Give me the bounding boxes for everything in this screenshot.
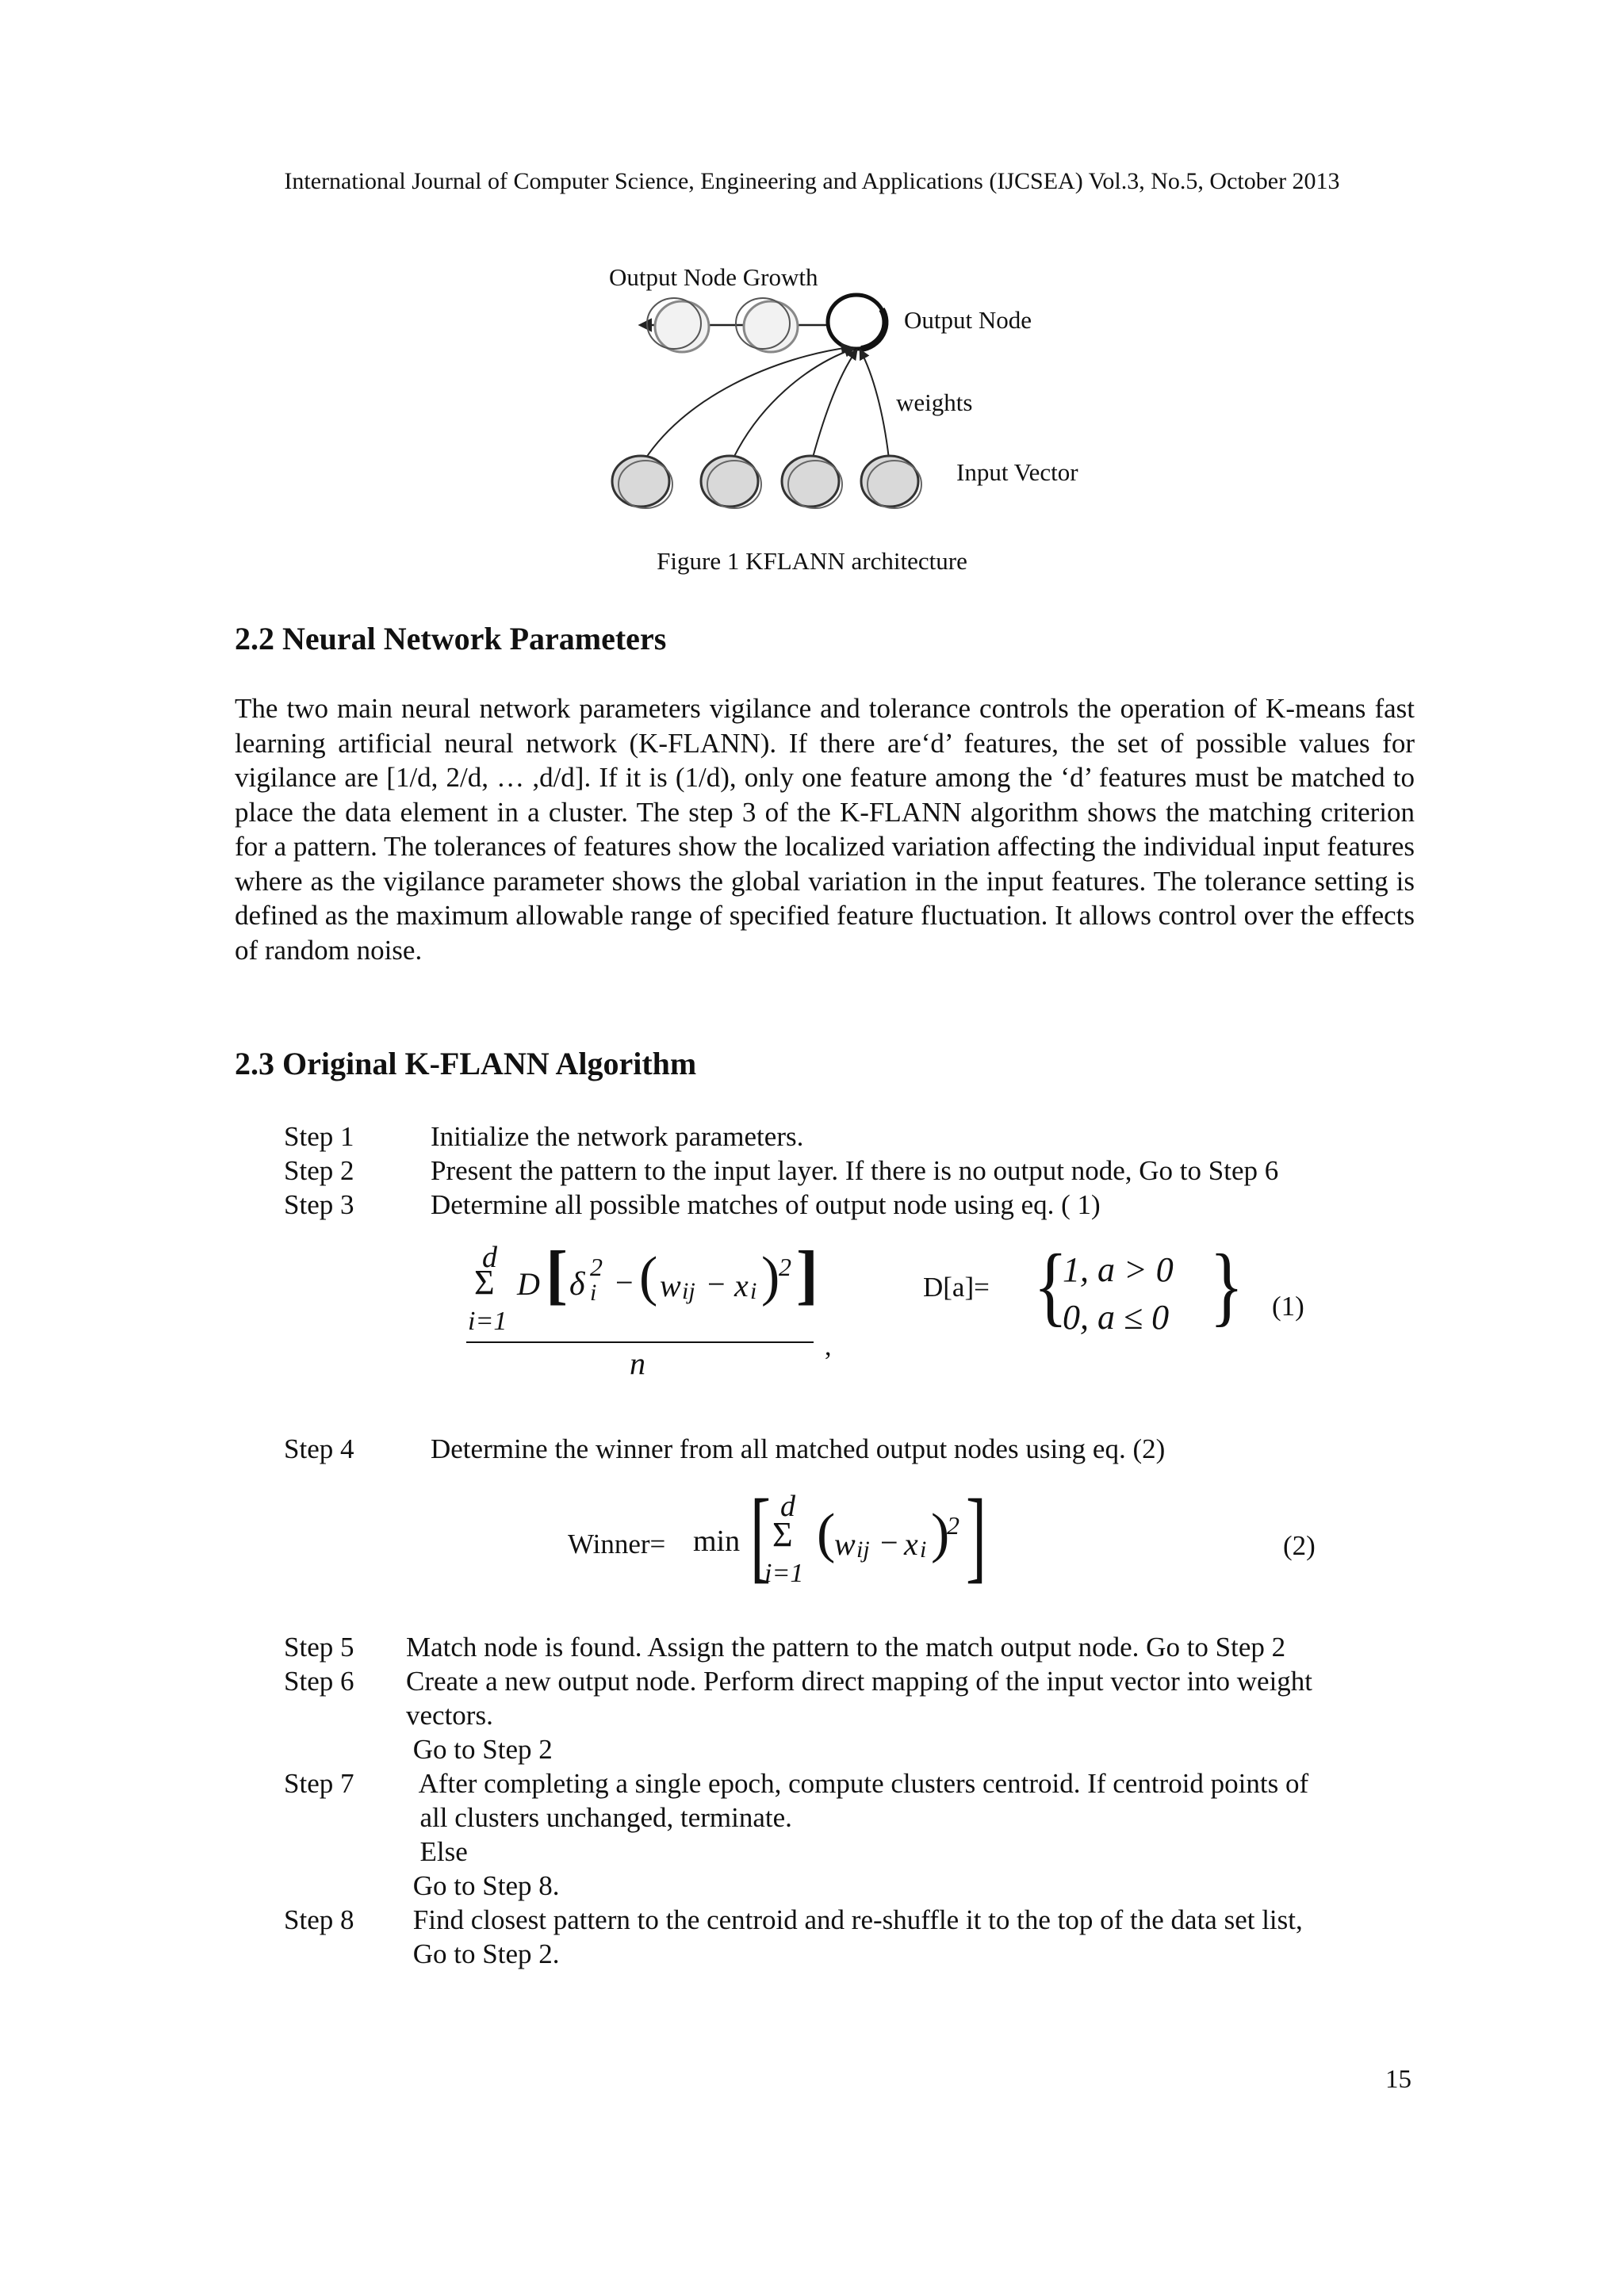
eq1-case1: 1, a > 0 [1063, 1250, 1174, 1289]
eq1-close-bracket: ] [796, 1238, 818, 1311]
step-text: Match node is found. Assign the pattern to the match output node. Go to Step 2 [406, 1632, 1286, 1663]
figure-caption: Figure 1 KFLANN architecture [657, 547, 967, 575]
step-text: Determine the winner from all matched output nodes using eq. (2) [431, 1433, 1166, 1464]
weight-arrow [810, 350, 856, 466]
eq2-close-paren: ) [931, 1503, 950, 1564]
step-text: Initialize the network parameters. [431, 1121, 804, 1152]
section-paragraph-2-2: The two main neural network parameters vigilance and tolerance controls the operation of K-means fast learning artificial neural network (K-FLANN). If there are‘d’ features, the set of possible values for vigilance are [1/d, 2/d, … ,d/d]. If it is (1/d), only one feature among the ‘d’ features must be matched to place the data element in a cluster. The step 3 of the K-FLANN algorithm shows the matching criterion for a pattern. The tolerances of features show the localized variation affecting the individual input features where as the vigilance parameter shows the global variation in the input features. The tolerance setting is defined as the maximum allowable range of specified feature fluctuation. It allows control over the effects of random noise. [235, 693, 1415, 966]
eq1-w: w [660, 1268, 681, 1303]
eq1-Da-label: D[a]= [923, 1272, 990, 1303]
label-weights: weights [896, 388, 973, 416]
step-text: Go to Step 8. [406, 1870, 560, 1901]
eq1-minus-2: − [707, 1266, 726, 1302]
eq2-open-paren: ( [817, 1503, 836, 1564]
eq2-w: w [834, 1526, 856, 1562]
eq1-sigma: Σ [474, 1263, 495, 1302]
step-label: Step 7 [284, 1768, 354, 1799]
eq1-fraction-bar [466, 1341, 814, 1343]
input-node [612, 456, 672, 508]
input-node [782, 456, 842, 508]
eq2-w-sub: ij [856, 1536, 870, 1563]
eq2-sigma: Σ [772, 1515, 793, 1554]
step-text: Create a new output node. Perform direct mapping of the input vector into weight [406, 1666, 1313, 1697]
step-text: Else [406, 1836, 468, 1867]
section-heading-2-2: 2.2 Neural Network Parameters [235, 621, 667, 656]
eq1-open-paren: ( [639, 1246, 658, 1307]
section-heading-2-3: 2.3 Original K-FLANN Algorithm [235, 1046, 697, 1081]
step-text: Go to Step 2. [406, 1938, 560, 1969]
input-node [861, 456, 921, 508]
eq1-delta: δ [569, 1266, 585, 1303]
step-label: Step 5 [284, 1632, 354, 1663]
step-label: Step 3 [284, 1189, 354, 1220]
eq1-x: x [734, 1268, 749, 1303]
eq1-denominator: n [630, 1345, 645, 1381]
step-text: vectors. [406, 1700, 493, 1731]
eq1-D: D [517, 1266, 540, 1302]
eq1-close-brace: } [1209, 1237, 1244, 1335]
label-output-node-growth: Output Node Growth [609, 263, 818, 291]
eq2-number: (2) [1283, 1530, 1316, 1561]
step-text: Present the pattern to the input layer. If there is no output node, Go to Step 6 [431, 1155, 1279, 1186]
eq1-sum-lower: i=1 [468, 1307, 508, 1336]
step-label: Step 6 [284, 1666, 354, 1697]
eq1-open-brace: { [1033, 1237, 1068, 1335]
eq2-close-bracket: ] [966, 1479, 986, 1593]
eq1-open-bracket: [ [546, 1238, 568, 1311]
eq1-minus: − [615, 1265, 634, 1300]
weight-arrow [860, 350, 890, 466]
eq2-x-sub: i [920, 1536, 927, 1563]
step-text: Go to Step 2 [406, 1734, 553, 1765]
eq2-minus: − [880, 1525, 898, 1560]
eq1-sum-upper: d [482, 1241, 497, 1274]
weight-arrow [730, 349, 853, 466]
eq2-min: min [693, 1525, 741, 1558]
eq2-winner-label: Winner= [568, 1529, 666, 1559]
eq2-sum-upper: d [780, 1490, 795, 1523]
eq1-w-sub: ij [682, 1278, 695, 1304]
step-text: Determine all possible matches of output node using eq. ( 1) [431, 1189, 1101, 1220]
step-text: After completing a single epoch, compute clusters centroid. If centroid points of [406, 1768, 1309, 1799]
eq1-delta-sup: 2 [590, 1253, 603, 1281]
eq2-x: x [904, 1526, 918, 1562]
step-text: all clusters unchanged, terminate. [406, 1802, 792, 1833]
step-label: Step 1 [284, 1121, 354, 1152]
step-label: Step 4 [284, 1433, 354, 1464]
page-number: 15 [1385, 2065, 1411, 2094]
eq1-number: (1) [1272, 1291, 1304, 1322]
eq1-x-sub: i [750, 1278, 757, 1304]
eq2-square: 2 [947, 1511, 959, 1540]
eq1-comma: , [825, 1332, 832, 1361]
eq2-open-bracket: [ [750, 1479, 771, 1593]
step-label: Step 8 [284, 1904, 354, 1935]
running-header: International Journal of Computer Science, Engineering and Applications (IJCSEA) Vol.3, No.5, October 2013 [284, 168, 1340, 194]
input-node [701, 456, 761, 508]
eq1-case2: 0, a ≤ 0 [1063, 1298, 1170, 1337]
step-label: Step 2 [284, 1155, 354, 1186]
label-input-vector: Input Vector [956, 458, 1078, 486]
eq1-square: 2 [779, 1253, 791, 1281]
eq2-sum-lower: i=1 [764, 1559, 804, 1588]
step-text: Find closest pattern to the centroid and re-shuffle it to the top of the data set list, [406, 1904, 1303, 1935]
eq1-close-paren: ) [761, 1246, 780, 1307]
kflann-architecture-figure [587, 262, 1126, 523]
label-output-node: Output Node [904, 306, 1032, 334]
eq1-delta-sub: i [590, 1280, 597, 1306]
